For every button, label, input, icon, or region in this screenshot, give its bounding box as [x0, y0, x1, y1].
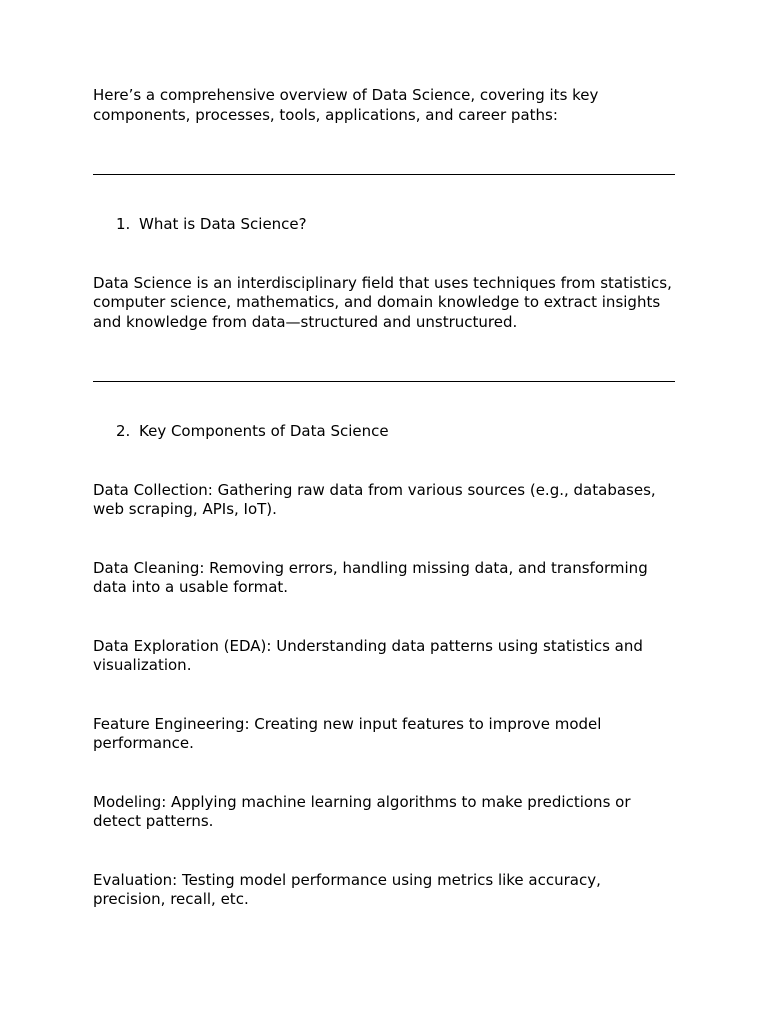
horizontal-rule: [93, 381, 675, 382]
component-feature-engineering: Feature Engineering: Creating new input features to improve model performance.: [93, 714, 602, 752]
section-heading-what-is-data-science: [93, 215, 675, 235]
component-data-exploration: Data Exploration (EDA): Understanding data patterns using statistics and visualization.: [93, 636, 643, 674]
intro-paragraph: Here’s a comprehensive overview of Data Science, covering its key components, processes, tools, applications, and career paths:: [93, 86, 599, 124]
section-title: Key Components of Data Science: [139, 422, 389, 440]
component-data-collection: Data Collection: Gathering raw data from various sources (e.g., databases, web scraping, APIs, IoT).: [93, 480, 656, 518]
component-modeling: Modeling: Applying machine learning algorithms to make predictions or detect patterns.: [93, 792, 631, 830]
component-data-cleaning: Data Cleaning: Removing errors, handling missing data, and transforming data into a usable format.: [93, 558, 648, 596]
section-heading-key-components: [93, 422, 675, 442]
definition-paragraph: Data Science is an interdisciplinary field that uses techniques from statistics, computer science, mathematics, and domain knowledge to extract insights and knowledge from data—structured and unstructured.: [93, 273, 672, 331]
horizontal-rule: [93, 174, 675, 175]
component-evaluation: Evaluation: Testing model performance using metrics like accuracy, precision, recall, etc.: [93, 870, 601, 908]
section-number: 1.: [116, 215, 131, 233]
section-number: 2.: [116, 422, 131, 440]
section-title: What is Data Science?: [139, 215, 307, 233]
document-page: [93, 86, 675, 949]
